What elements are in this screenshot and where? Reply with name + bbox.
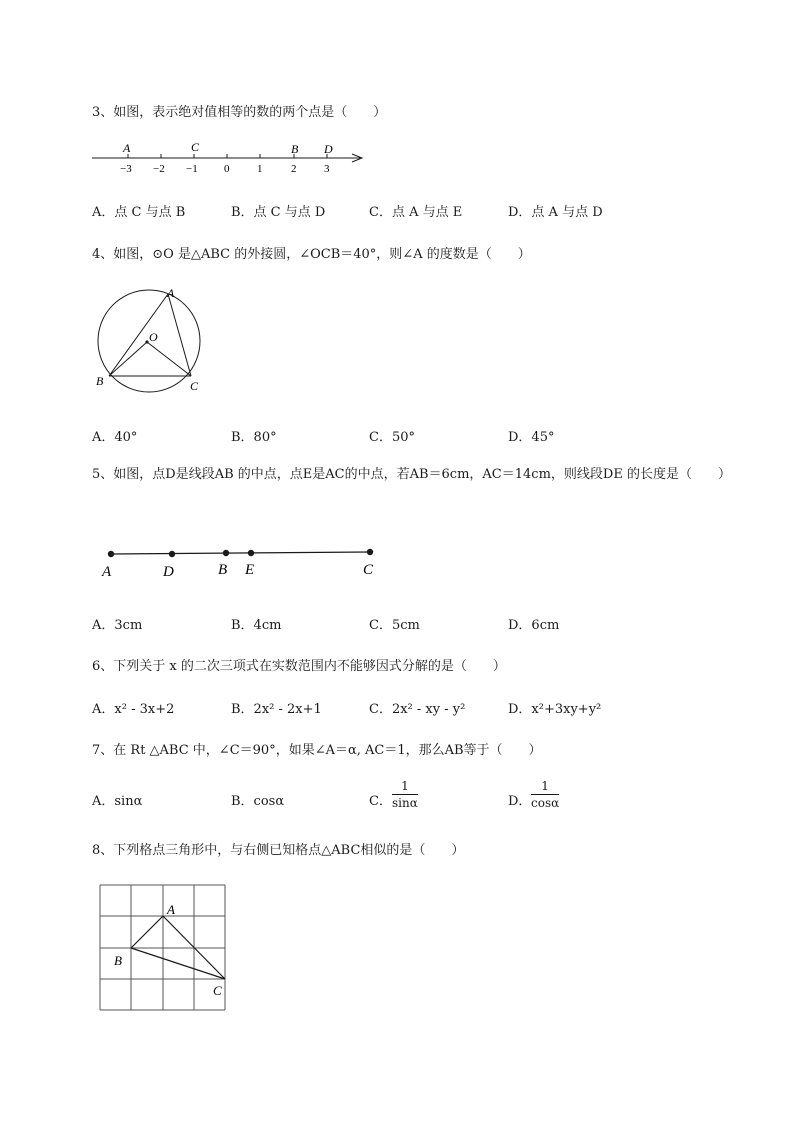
q5-option-c[interactable]: C．5cm [369, 618, 420, 633]
segment-figure [100, 540, 390, 580]
q7-option-d-prefix[interactable]: D． [508, 794, 532, 809]
q4-option-b[interactable]: B．80° [231, 430, 277, 445]
figure-label-A: A [167, 902, 175, 917]
q6-option-d[interactable]: D．x²+3xy+y² [508, 702, 602, 717]
numberline-label-C: C [191, 140, 200, 154]
number-line-figure [90, 138, 390, 178]
figure-label-C: C [213, 983, 222, 998]
fraction-denominator: sinα [392, 796, 418, 810]
question-7-stem: 7、在 Rt △ABC 中，∠C＝90°，如果∠A＝α, AC＝1，那么AB等于（ ） [92, 743, 542, 758]
question-4-stem: 4、如图，⊙O 是△ABC 的外接圆，∠OCB＝40°，则∠A 的度数是（ ） [92, 247, 531, 262]
question-6-stem: 6、下列关于 x 的二次三项式在实数范围内不能够因式分解的是（ ） [92, 659, 506, 674]
q7-option-a[interactable]: A．sinα [92, 794, 143, 809]
figure-label-A: A [102, 564, 112, 580]
q5-option-b[interactable]: B．4cm [231, 618, 282, 633]
fraction-numerator: 1 [392, 779, 418, 795]
tick-label: −3 [120, 163, 132, 175]
figure-label-C: C [190, 379, 199, 393]
figure-label-B: B [114, 953, 122, 968]
question-3-stem: 3、如图，表示绝对值相等的数的两个点是（ ） [92, 105, 387, 120]
tick-label: 1 [257, 163, 263, 175]
grid-triangle-figure [96, 882, 236, 1017]
q5-option-d[interactable]: D．6cm [508, 618, 560, 633]
figure-label-B: B [218, 562, 228, 578]
tick-label: 0 [224, 163, 230, 175]
figure-label-D: D [163, 564, 174, 580]
figure-label-O: O [149, 330, 158, 344]
tick-label: −2 [153, 163, 165, 175]
q4-option-c[interactable]: C．50° [369, 430, 415, 445]
q7-option-d-fraction[interactable] [531, 779, 559, 810]
q5-option-a[interactable]: A．3cm [92, 618, 143, 633]
q6-option-c[interactable]: C．2x² - xy - y² [369, 702, 466, 717]
q3-option-b[interactable]: B．点 C 与点 D [231, 205, 326, 220]
numberline-label-B: B [291, 142, 299, 156]
q7-option-c-fraction[interactable] [392, 779, 418, 810]
question-5-stem: 5、如图，点D是线段AB 的中点，点E是AC的中点，若AB＝6cm，AC＝14cm，则线段DE 的长度是（ ） [92, 467, 731, 482]
figure-label-B: B [96, 374, 104, 388]
q3-option-a[interactable]: A．点 C 与点 B [92, 205, 186, 220]
numberline-label-D: D [324, 142, 333, 156]
circumcircle-figure [92, 284, 222, 399]
q3-option-d[interactable]: D．点 A 与点 D [508, 205, 603, 220]
figure-label-E: E [245, 562, 255, 578]
figure-label-A: A [167, 286, 175, 300]
numberline-label-A: A [123, 141, 131, 155]
figure-label-C: C [363, 562, 374, 578]
q3-option-c[interactable]: C．点 A 与点 E [369, 205, 463, 220]
tick-label: 2 [291, 163, 297, 175]
q6-option-a[interactable]: A．x² - 3x+2 [92, 702, 175, 717]
q4-option-d[interactable]: D．45° [508, 430, 555, 445]
q6-option-b[interactable]: B．2x² - 2x+1 [231, 702, 322, 717]
q7-option-c-prefix[interactable]: C． [369, 794, 392, 809]
q4-option-a[interactable]: A．40° [92, 430, 138, 445]
fraction-denominator: cosα [531, 796, 560, 810]
question-8-stem: 8、下列格点三角形中，与右侧已知格点△ABC相似的是（ ） [92, 843, 465, 858]
tick-label: 3 [324, 163, 330, 175]
fraction-numerator: 1 [531, 779, 559, 795]
q7-option-b[interactable]: B．cosα [231, 794, 285, 809]
tick-label: −1 [186, 163, 198, 175]
